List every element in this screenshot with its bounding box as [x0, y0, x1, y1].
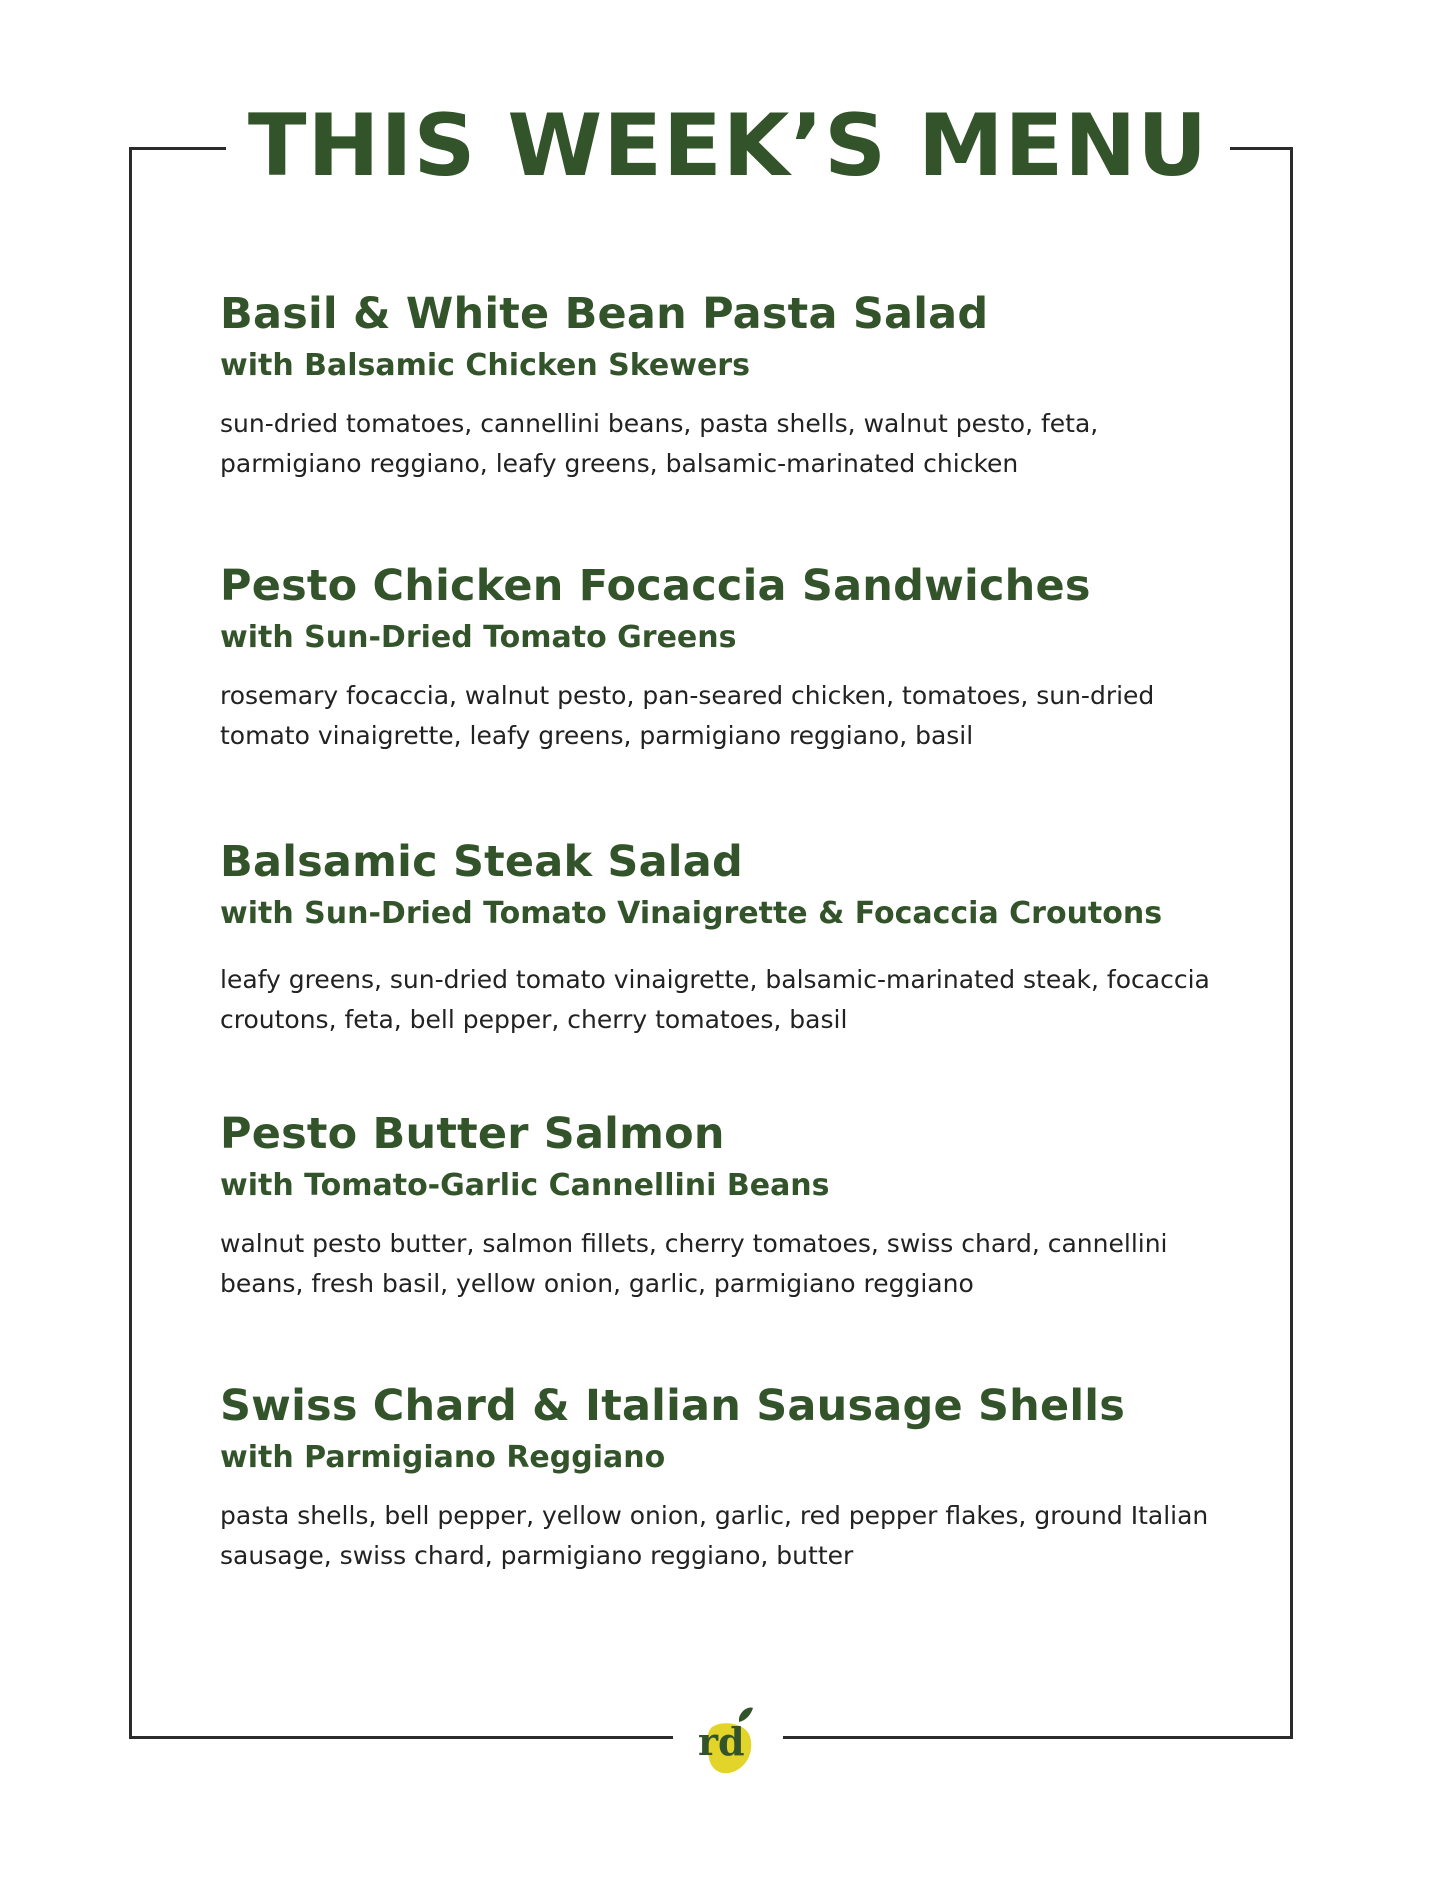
dish-name: Balsamic Steak Salad — [220, 837, 743, 887]
dish-ingredients: pasta shells, bell pepper, yellow onion, garlic, red pepper flakes, ground Italian sausage, swiss chard, parmigiano reggiano, butter — [220, 1501, 1209, 1570]
dish-subtitle: with Parmigiano Reggiano — [220, 1440, 666, 1475]
page-title: THIS WEEK’S MENU — [226, 96, 1230, 196]
dish-subtitle: with Balsamic Chicken Skewers — [220, 348, 750, 383]
dish-ingredients: rosemary focaccia, walnut pesto, pan-seared chicken, tomatoes, sun-dried tomato vinaigrette, leafy greens, parmigiano reggiano, basil — [220, 681, 1155, 750]
menu-item-4 — [220, 1106, 1280, 1304]
dish-ingredients: leafy greens, sun-dried tomato vinaigrette, balsamic-marinated steak, focaccia croutons, feta, bell pepper, cherry tomatoes, basil — [220, 965, 1210, 1034]
menu-item-3 — [220, 834, 1280, 1040]
menu-item-2 — [220, 558, 1280, 756]
dish-subtitle: with Sun-Dried Tomato Greens — [220, 620, 737, 655]
dish-ingredients: walnut pesto butter, salmon fillets, cherry tomatoes, swiss chard, cannellini beans, fresh basil, yellow onion, garlic, parmigiano reggiano — [220, 1229, 1168, 1298]
logo-text: rd — [698, 1719, 745, 1764]
dish-name: Swiss Chard & Italian Sausage Shells — [220, 1381, 1125, 1431]
menu-item-5 — [220, 1378, 1280, 1576]
dish-name: Pesto Butter Salmon — [220, 1109, 725, 1159]
lemon-logo-svg — [693, 1700, 763, 1780]
dish-subtitle: with Sun-Dried Tomato Vinaigrette & Focaccia Croutons — [220, 896, 1163, 931]
dish-subtitle: with Tomato-Garlic Cannellini Beans — [220, 1168, 830, 1203]
title-wrap — [0, 96, 1456, 196]
dish-name: Pesto Chicken Focaccia Sandwiches — [220, 561, 1091, 611]
menu-item-1 — [220, 286, 1280, 484]
dish-name: Basil & White Bean Pasta Salad — [220, 289, 989, 339]
dish-ingredients: sun-dried tomatoes, cannellini beans, pasta shells, walnut pesto, feta, parmigiano reggiano, leafy greens, balsamic-marinated chicken — [220, 409, 1099, 478]
lemon-logo-icon — [673, 1700, 783, 1780]
